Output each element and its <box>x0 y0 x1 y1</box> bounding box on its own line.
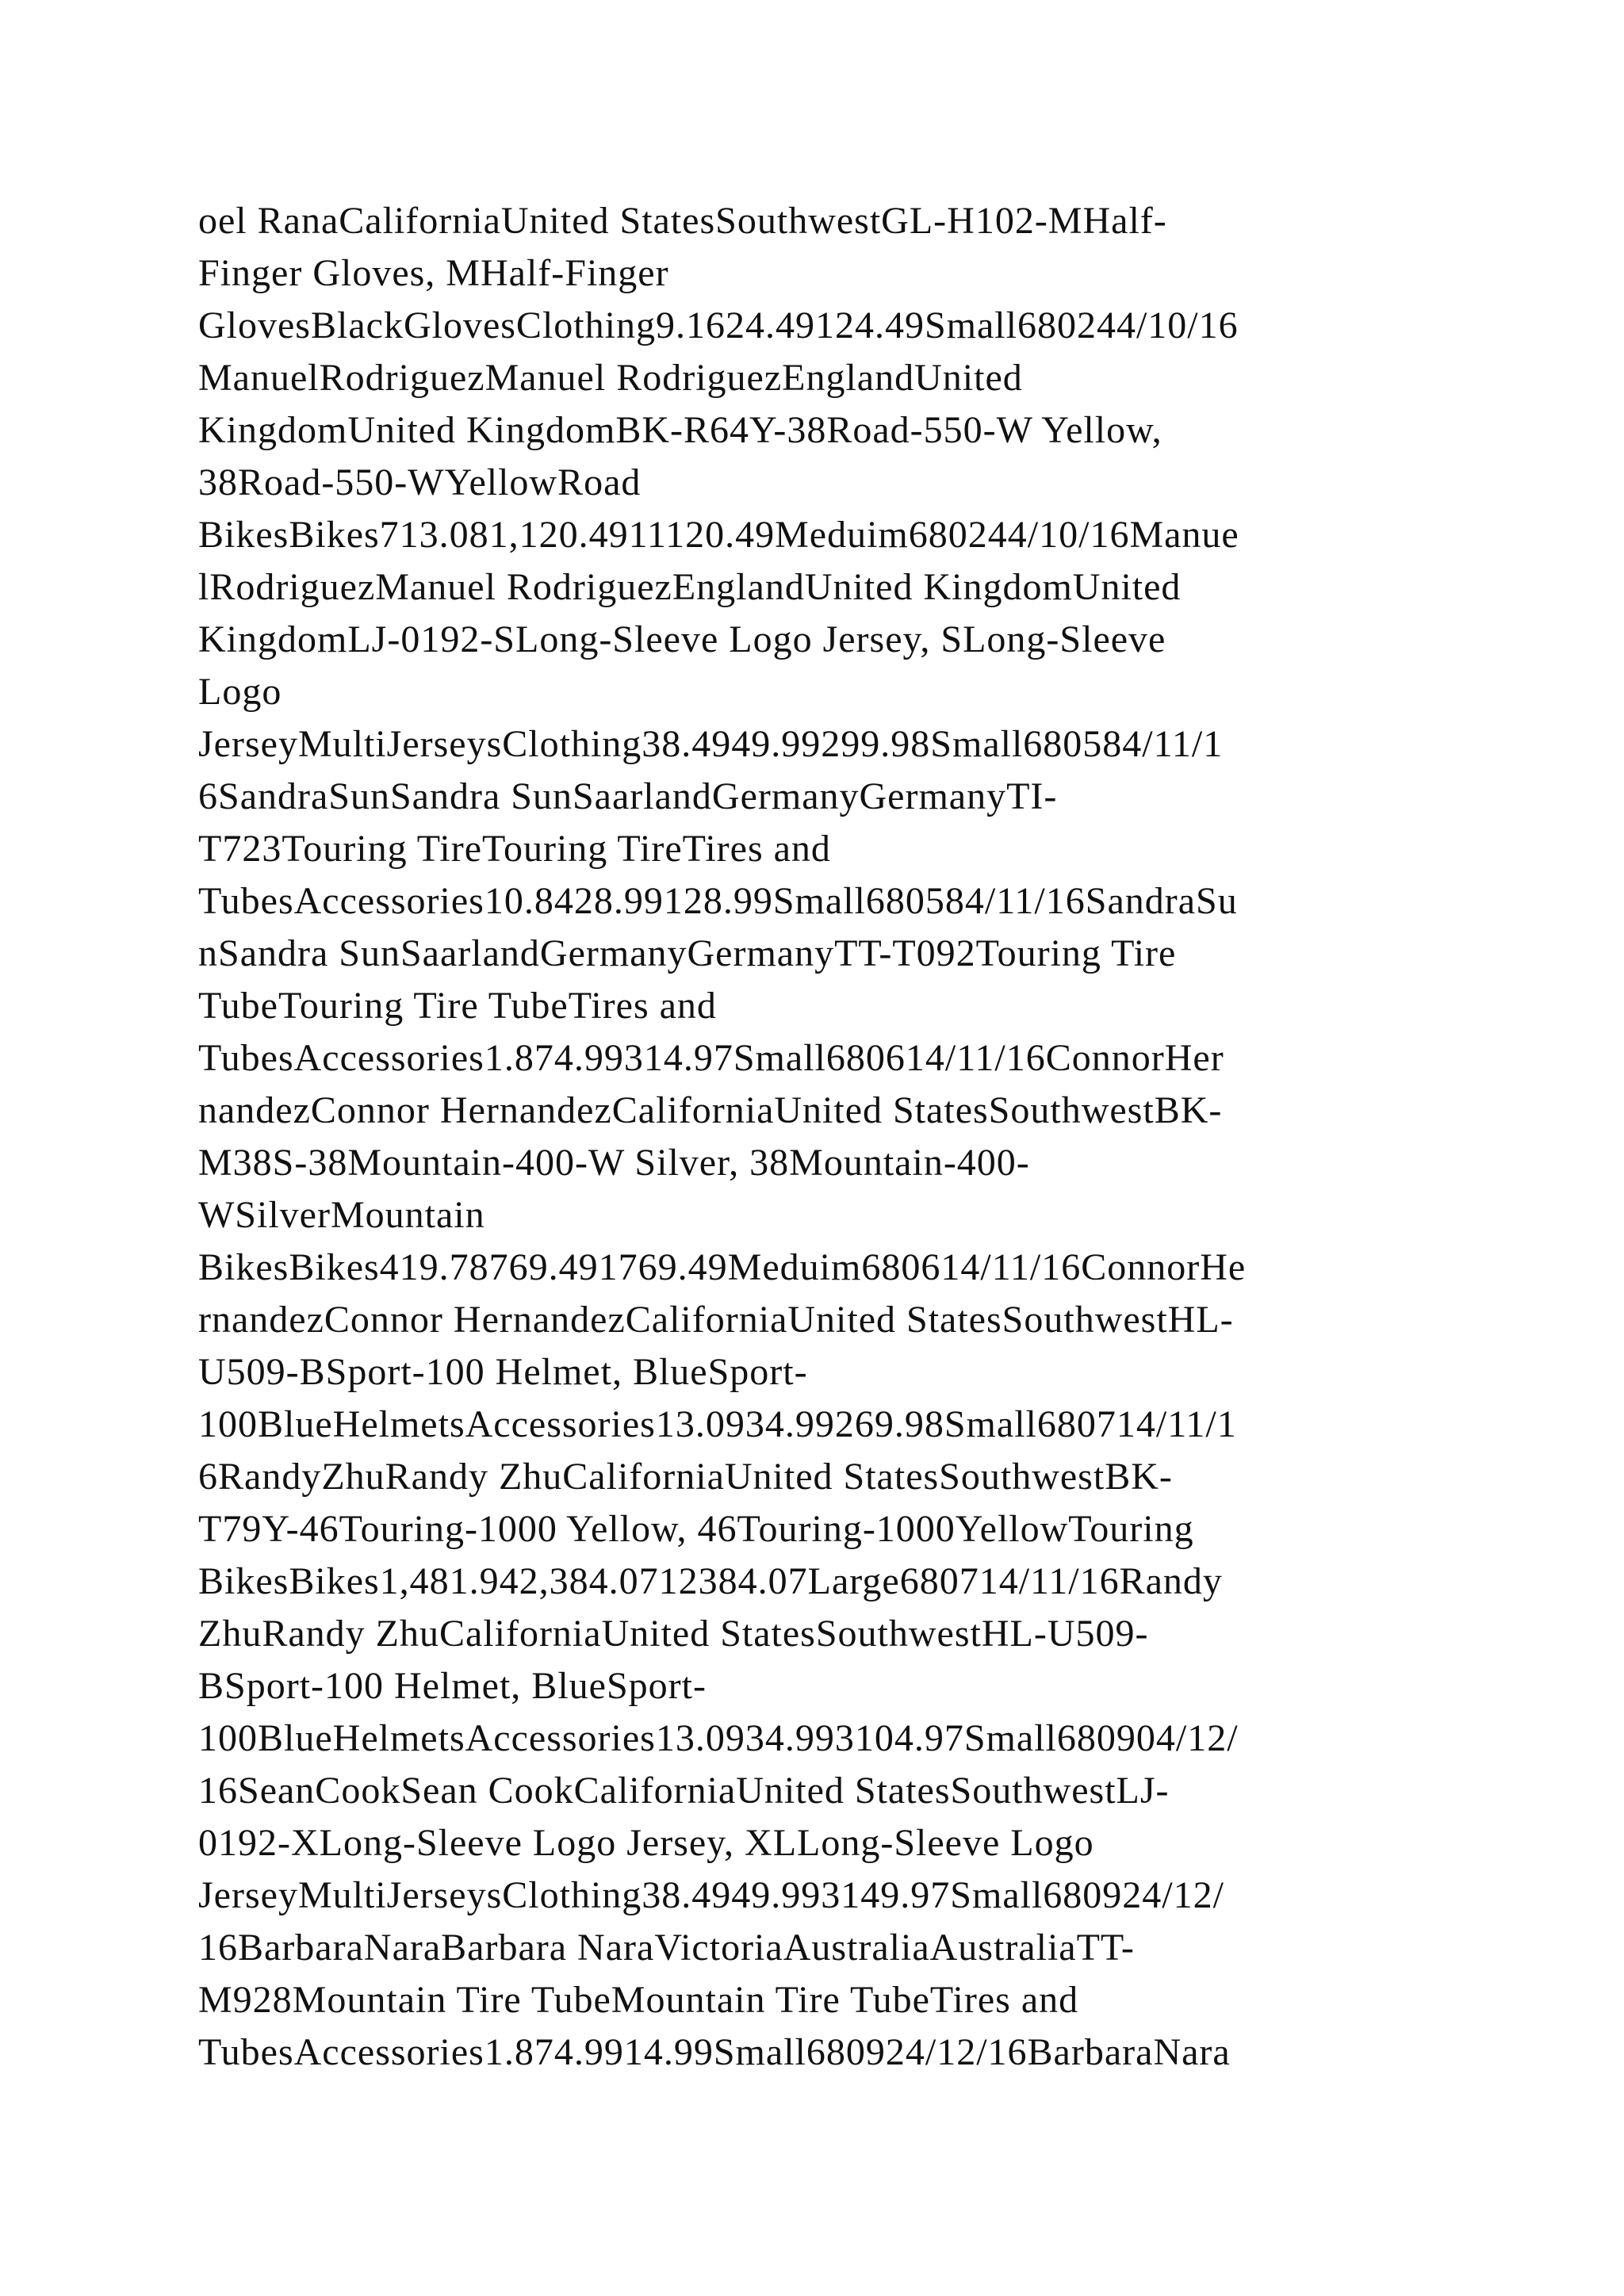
text-line: ZhuRandy ZhuCaliforniaUnited StatesSouthwestHL-U509- <box>198 1613 1149 1655</box>
text-line: BikesBikes713.081,120.4911120.49Meduim680244/10/16Manue <box>198 514 1239 556</box>
text-line: T79Y-46Touring-1000 Yellow, 46Touring-1000YellowTouring <box>198 1508 1194 1550</box>
text-line: KingdomUnited KingdomBK-R64Y-38Road-550-W Yellow, <box>198 409 1162 451</box>
text-line: nSandra SunSaarlandGermanyGermanyTT-T092Touring Tire <box>198 932 1177 974</box>
text-line: WSilverMountain <box>198 1194 485 1236</box>
text-line: rnandezConnor HernandezCaliforniaUnited StatesSouthwestHL- <box>198 1299 1234 1341</box>
text-line: lRodriguezManuel RodriguezEnglandUnited KingdomUnited <box>198 566 1182 608</box>
text-line: BikesBikes419.78769.491769.49Meduim680614/11/16ConnorHe <box>198 1246 1247 1288</box>
text-line: T723Touring TireTouring TireTires and <box>198 828 831 870</box>
text-line: 100BlueHelmetsAccessories13.0934.993104.97Small680904/12/ <box>198 1717 1239 1759</box>
text-line: 16SeanCookSean CookCaliforniaUnited StatesSouthwestLJ- <box>198 1770 1170 1812</box>
text-line: 16BarbaraNaraBarbara NaraVictoriaAustraliaAustraliaTT- <box>198 1927 1135 1969</box>
text-line: 6SandraSunSandra SunSaarlandGermanyGermanyTI- <box>198 775 1058 817</box>
text-line: M928Mountain Tire TubeMountain Tire TubeTires and <box>198 1979 1079 2021</box>
text-line: BikesBikes1,481.942,384.0712384.07Large680714/11/16Randy <box>198 1560 1223 1602</box>
text-line: 0192-XLong-Sleeve Logo Jersey, XLLong-Sleeve Logo <box>198 1822 1094 1864</box>
text-line: 38Road-550-WYellowRoad <box>198 461 642 503</box>
text-line: nandezConnor HernandezCaliforniaUnited StatesSouthwestBK- <box>198 1089 1223 1131</box>
text-line: TubesAccessories1.874.99314.97Small680614/11/16ConnorHer <box>198 1037 1224 1079</box>
text-line: BSport-100 Helmet, BlueSport- <box>198 1665 707 1707</box>
text-line: KingdomLJ-0192-SLong-Sleeve Logo Jersey, SLong-Sleeve <box>198 618 1166 660</box>
text-line: TubeTouring Tire TubeTires and <box>198 985 717 1027</box>
text-line: TubesAccessories1.874.9914.99Small680924/12/16BarbaraNara <box>198 2031 1231 2073</box>
text-line: GlovesBlackGlovesClothing9.1624.49124.49Small680244/10/16 <box>198 304 1239 346</box>
text-line: JerseyMultiJerseysClothing38.4949.993149.97Small680924/12/ <box>198 1874 1224 1916</box>
text-line: Logo <box>198 671 282 713</box>
text-line: 6RandyZhuRandy ZhuCaliforniaUnited StatesSouthwestBK- <box>198 1456 1173 1498</box>
text-line: M38S-38Mountain-400-W Silver, 38Mountain-400- <box>198 1142 1030 1184</box>
document-body <box>198 195 1451 2079</box>
text-line: ManuelRodriguezManuel RodriguezEnglandUnited <box>198 357 1023 399</box>
text-line: JerseyMultiJerseysClothing38.4949.99299.98Small680584/11/1 <box>198 723 1224 765</box>
text-line: TubesAccessories10.8428.99128.99Small680584/11/16SandraSu <box>198 880 1238 922</box>
text-line: 100BlueHelmetsAccessories13.0934.99269.98Small680714/11/1 <box>198 1403 1237 1445</box>
text-line: oel RanaCaliforniaUnited StatesSouthwestGL-H102-MHalf- <box>198 200 1167 242</box>
text-line: U509-BSport-100 Helmet, BlueSport- <box>198 1351 808 1393</box>
text-line: Finger Gloves, MHalf-Finger <box>198 252 669 294</box>
